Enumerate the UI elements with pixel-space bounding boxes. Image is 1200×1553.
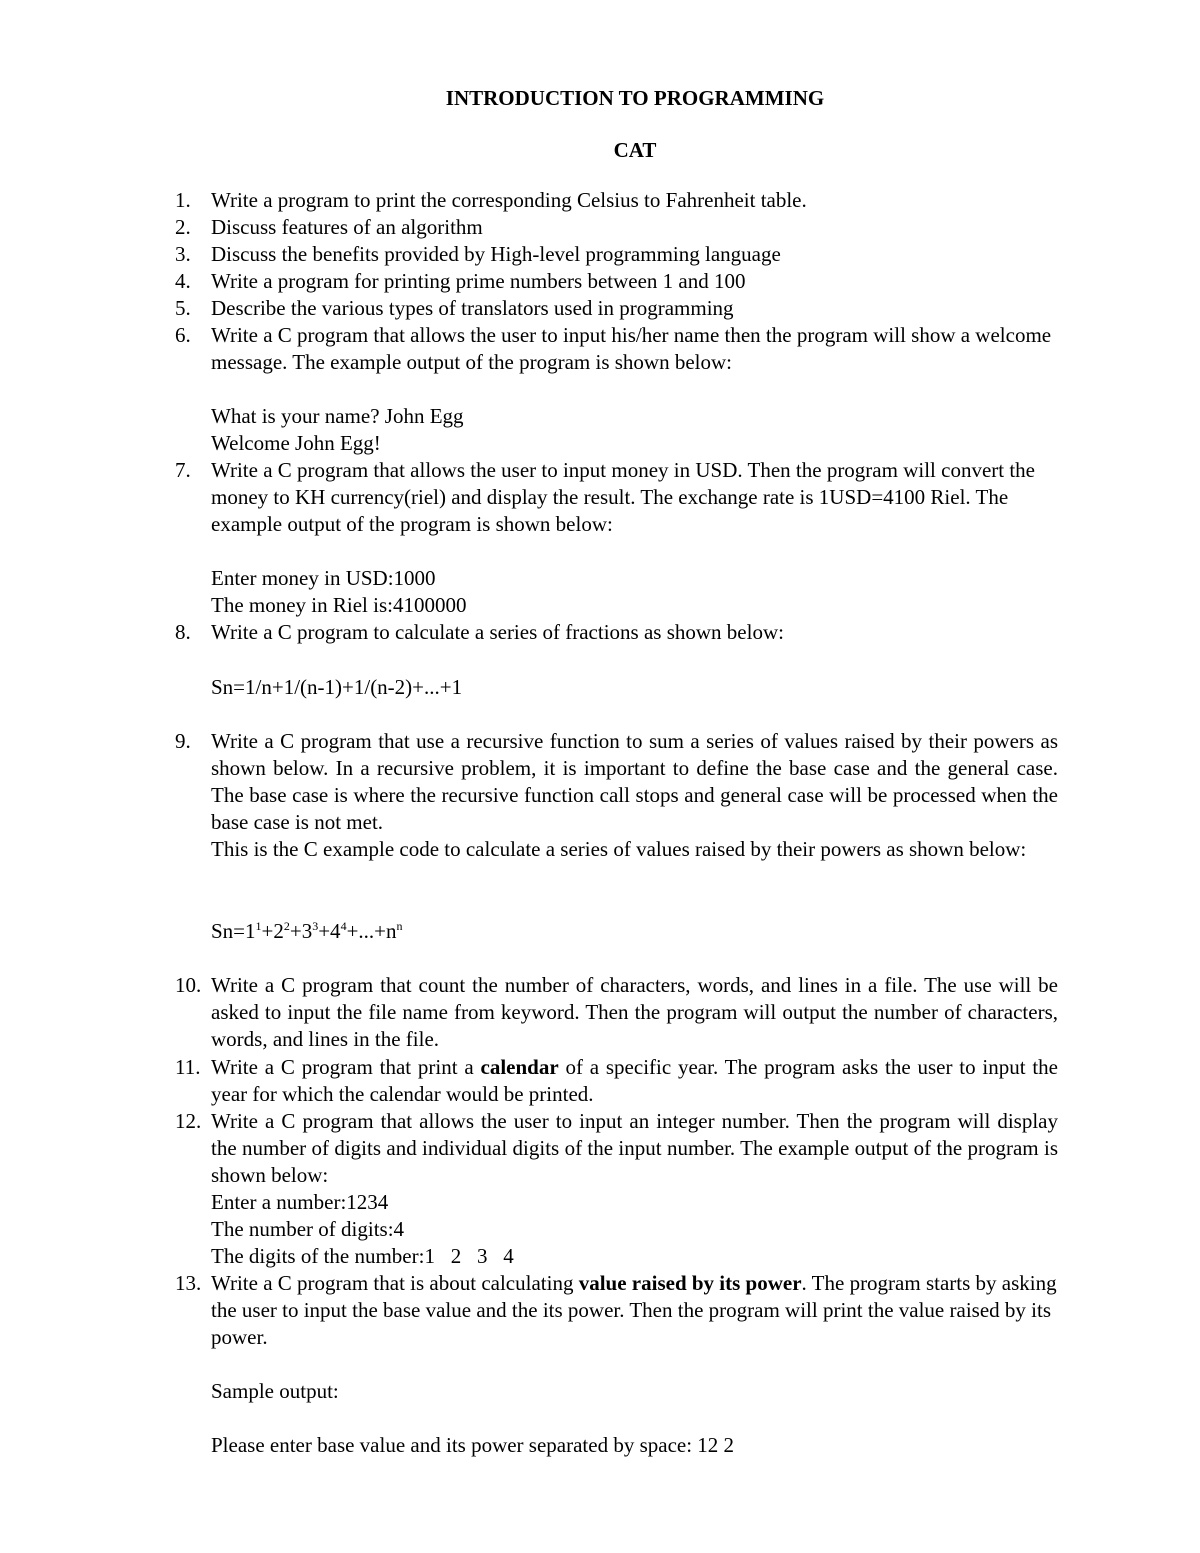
page-subtitle: CAT	[613, 138, 657, 162]
formula: Sn=1/n+1/(n-1)+1/(n-2)+...+1	[211, 675, 463, 699]
sample-output-line: What is your name? John Egg	[211, 404, 464, 428]
question-text: Write a C program that print a	[211, 1055, 481, 1079]
question-8	[175, 619, 1058, 646]
question-9-continued: This is the C example code to calculate a series of values raised by their powers as shown below:	[211, 837, 1027, 861]
question-text: Write a C program that use a recursive function to sum a series of values raised by their powers as shown below. In a recursive problem, it is important to define the base case and the general case. The base case is where the recursive function call stops and general case will be processed when the base case is not met.	[211, 729, 1058, 834]
formula-part: +3	[289, 919, 313, 943]
sample-output-line: The number of digits:4	[211, 1217, 405, 1241]
question-number: 4.	[175, 269, 191, 293]
page-title: INTRODUCTION TO PROGRAMMING	[445, 86, 825, 110]
question-text: Write a C program that allows the user to input money in USD. Then the program will convert the money to KH currency(riel) and display the result. The exchange rate is 1USD=4100 Riel. The example output of the program is shown below:	[211, 458, 1036, 536]
sample-output-line: The digits of the number:1 2 3 4	[211, 1244, 514, 1268]
question-text: of a specific year. The program asks the user to input the year for which the calendar would be printed.	[211, 1055, 1058, 1106]
emphasis-text: value raised by its power	[578, 1271, 802, 1295]
question-5	[175, 295, 1058, 322]
question-text: Write a C program that is about calculating	[211, 1271, 579, 1295]
sample-output-line: Please enter base value and its power separated by space: 12 2	[211, 1433, 735, 1457]
sample-output-line: Enter a number:1234	[211, 1190, 389, 1214]
question-text: Write a program to print the corresponding Celsius to Fahrenheit table.	[211, 188, 807, 212]
formula-exponent: 1	[255, 919, 262, 933]
sample-output-heading: Sample output:	[211, 1379, 339, 1403]
question-number: 11.	[175, 1055, 201, 1079]
question-text: Describe the various types of translators used in programming	[211, 296, 734, 320]
question-number: 9.	[175, 729, 191, 753]
question-number: 5.	[175, 296, 191, 320]
question-number: 7.	[175, 458, 191, 482]
question-4	[175, 268, 1058, 295]
question-number: 2.	[175, 215, 191, 239]
formula-part: +4	[318, 919, 341, 943]
question-6	[175, 322, 1058, 376]
question-12	[175, 1108, 1058, 1189]
question-text: Write a C program that allows the user to input his/her name then the program will show a welcome message. The example output of the program is shown below:	[211, 323, 1052, 374]
question-text: Write a C program to calculate a series of fractions as shown below:	[211, 620, 784, 644]
question-text: . The program starts by asking the user to input the base value and the its power. Then the program will print the value raised by its power.	[211, 1271, 1057, 1349]
question-text: Discuss the benefits provided by High-level programming language	[211, 242, 781, 266]
question-9	[175, 728, 1058, 836]
formula-exponent: 2	[283, 919, 290, 933]
question-11	[175, 1054, 1058, 1108]
question-number: 8.	[175, 620, 191, 644]
formula	[211, 918, 1058, 945]
question-number: 3.	[175, 242, 191, 266]
sample-output-line: Enter money in USD:1000	[211, 566, 436, 590]
formula-exponent: n	[396, 919, 403, 933]
question-7	[175, 457, 1058, 538]
question-text: Write a C program that count the number of characters, words, and lines in a file. The use will be asked to input the file name from keyword. Then the program will output the number of characters, words, and lines in the file.	[211, 973, 1058, 1051]
sample-output-line: Welcome John Egg!	[211, 431, 381, 455]
question-1	[175, 187, 1058, 214]
question-10	[175, 972, 1058, 1053]
question-text: Discuss features of an algorithm	[211, 215, 483, 239]
question-text: Write a program for printing prime numbers between 1 and 100	[211, 269, 746, 293]
question-number: 13.	[175, 1271, 202, 1295]
question-3	[175, 241, 1058, 268]
question-number: 1.	[175, 188, 191, 212]
formula-exponent: 3	[312, 919, 319, 933]
question-number: 10.	[175, 973, 202, 997]
question-text: Write a C program that allows the user to input an integer number. Then the program will display the number of digits and individual digits of the input number. The example output of the program is shown below:	[211, 1109, 1058, 1187]
question-13	[175, 1270, 1058, 1351]
formula-exponent: 4	[340, 919, 347, 933]
emphasis-text: calendar	[480, 1055, 559, 1079]
sample-output-line: The money in Riel is:4100000	[211, 593, 467, 617]
question-number: 12.	[175, 1109, 202, 1133]
formula-part: Sn=1	[211, 919, 256, 943]
formula-part: +2	[261, 919, 284, 943]
formula-part: +...+n	[346, 919, 397, 943]
question-number: 6.	[175, 323, 191, 347]
question-2	[175, 214, 1058, 241]
